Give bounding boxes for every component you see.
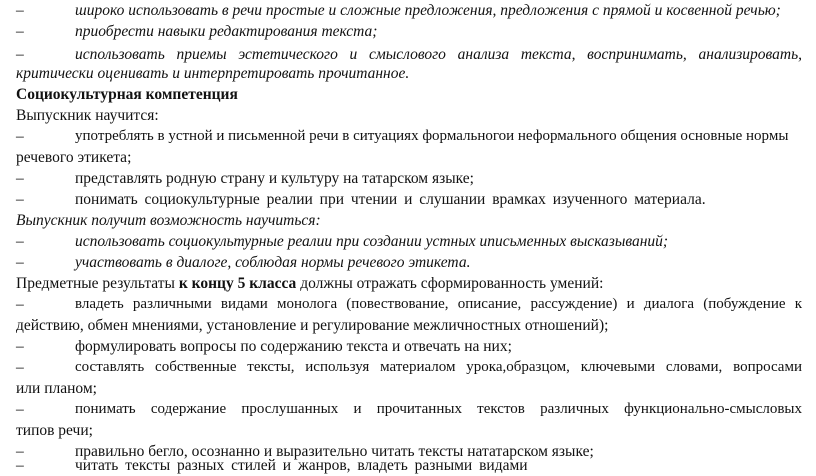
dash-marker: –	[16, 254, 24, 271]
bullet-text: представлять родную страну и культуру на татарском языке;	[75, 170, 474, 187]
dash-marker: –	[16, 191, 24, 208]
paragraph: Выпускник научится:	[16, 107, 159, 124]
bullet-item	[0, 44, 816, 65]
bullet-text: употреблять в устной и письменной речи в ситуациях формальногои неформального общения основные нормы	[75, 128, 789, 144]
bullet-item	[0, 399, 816, 420]
bullet-text: понимать социокультурные реалии при чтении и слушании врамках изученного материала.	[75, 191, 706, 208]
bullet-continuation: действию, обмен мнениями, установление и регулирование межличностных отношений);	[16, 317, 609, 334]
dash-marker: –	[16, 443, 24, 460]
bullet-text: правильно бегло, осознанно и выразительно читать тексты нататарском языке;	[75, 443, 594, 460]
subject-emphasis: к концу 5 класса	[178, 275, 297, 292]
bullet-item	[0, 168, 816, 189]
dash-marker: –	[16, 401, 24, 418]
bullet-item	[0, 0, 816, 21]
dash-marker: –	[16, 46, 24, 63]
bullet-continuation: речевого этикета;	[16, 149, 132, 166]
bullet-text: понимать содержание прослушанных и прочитанных текстов различных функционально-смысловых	[75, 401, 802, 417]
bullet-item	[0, 294, 816, 315]
bullet-text: использовать социокультурные реалии при создании устных иписьменных высказываний;	[75, 233, 669, 250]
dash-marker: –	[16, 296, 24, 313]
bullet-text: владеть различными видами монолога (повествование, описание, рассуждение) и диалога (побуждение к	[75, 296, 802, 312]
dash-marker: –	[16, 23, 24, 40]
dash-marker: –	[16, 128, 24, 145]
bullet-continuation: критически оценивать и интерпретировать прочитанное.	[16, 65, 410, 82]
subject-prefix: Предметные результаты	[16, 275, 179, 292]
bullet-item	[0, 336, 816, 357]
bullet-text: использовать приемы эстетического и смыслового анализа текста, воспринимать, анализировать,	[75, 46, 802, 63]
bullet-continuation: или планом;	[16, 380, 97, 397]
subject-suffix: должны отражать сформированность умений:	[296, 275, 604, 292]
bullet-item	[0, 231, 816, 252]
bullet-text: широко использовать в речи простые и сложные предложения, предложения с прямой и косвенной речью;	[75, 2, 781, 19]
bullet-item	[0, 21, 816, 42]
bullet-text: формулировать вопросы по содержанию текста и отвечать на них;	[75, 338, 512, 355]
dash-marker: –	[16, 359, 24, 376]
bullet-continuation: типов речи;	[16, 422, 93, 439]
dash-marker: –	[16, 170, 24, 187]
bullet-item	[0, 357, 816, 378]
paragraph: Выпускник получит возможность научиться:	[16, 212, 321, 229]
bullet-item	[0, 252, 816, 273]
paragraph	[16, 273, 802, 294]
bullet-item	[0, 455, 816, 476]
dash-marker: –	[16, 338, 24, 355]
dash-marker: –	[16, 457, 24, 474]
section-heading: Социокультурная компетенция	[16, 86, 238, 103]
bullet-text: составлять собственные тексты, используя материалом урока,образцом, ключевыми словами, вопросами	[75, 359, 802, 375]
bullet-item	[0, 189, 816, 210]
bullet-text: приобрести навыки редактирования текста;	[75, 23, 378, 40]
bullet-text: читать тексты разных стилей и жанров, владеть разными видами	[75, 457, 528, 474]
dash-marker: –	[16, 2, 24, 19]
bullet-item	[0, 126, 816, 147]
bullet-text: участвовать в диалоге, соблюдая нормы речевого этикета.	[75, 254, 471, 271]
dash-marker: –	[16, 233, 24, 250]
